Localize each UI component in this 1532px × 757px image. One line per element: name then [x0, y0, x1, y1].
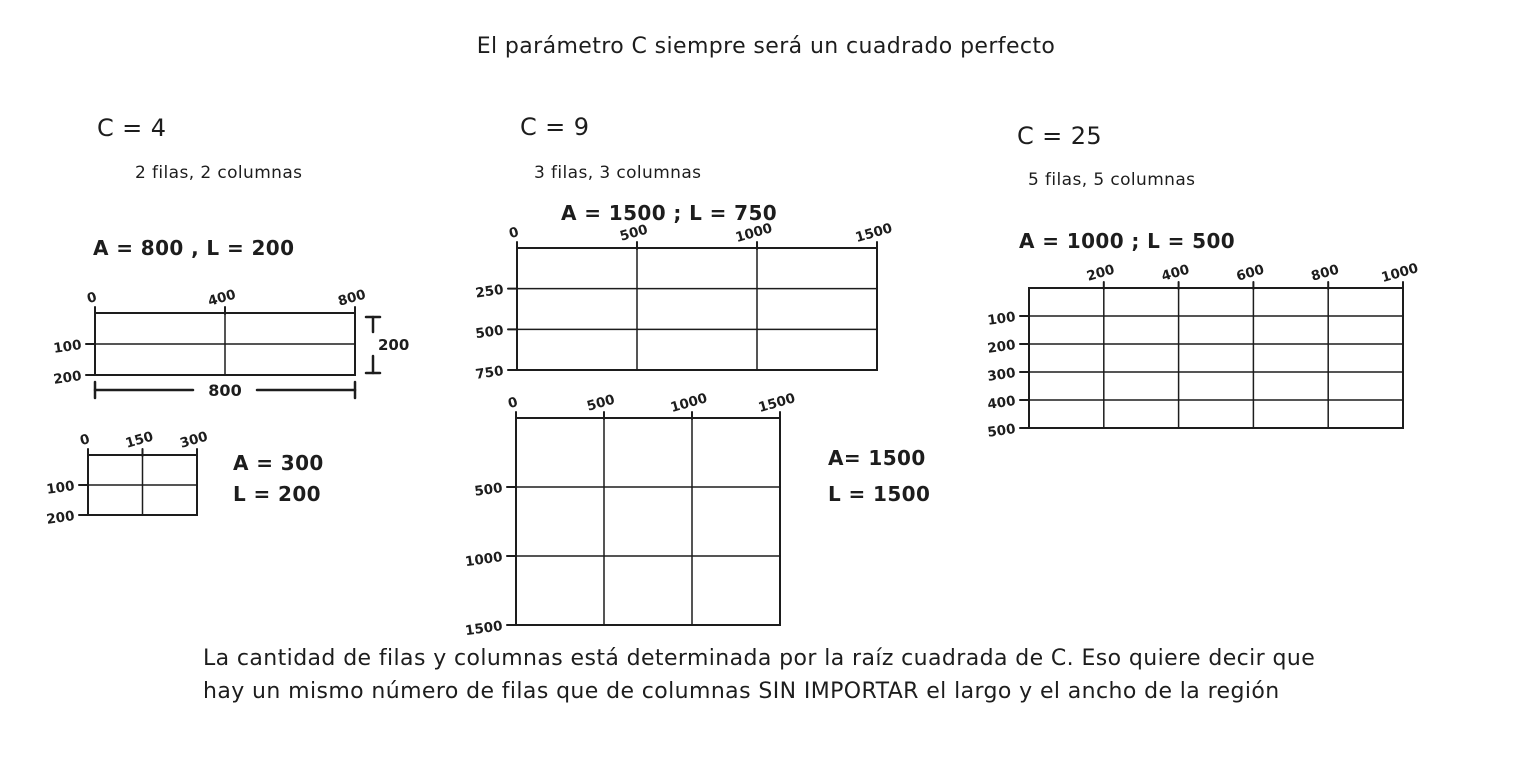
section-c4-subheading: 2 filas, 2 columnas	[135, 163, 303, 183]
svg-text:750: 750	[474, 363, 505, 383]
svg-text:500: 500	[585, 391, 617, 415]
svg-text:800: 800	[336, 286, 368, 310]
svg-text:1000: 1000	[1379, 260, 1421, 287]
svg-text:400: 400	[986, 393, 1017, 413]
section-c9-params: A = 1500 ; L = 750	[561, 201, 778, 225]
svg-text:200: 200	[45, 508, 76, 528]
svg-text:150: 150	[123, 428, 156, 452]
grid-c4-300x200	[43, 425, 217, 535]
svg-text:800: 800	[208, 381, 242, 400]
svg-text:200: 200	[378, 336, 410, 354]
svg-text:250: 250	[474, 281, 505, 302]
svg-text:1500: 1500	[464, 618, 504, 640]
svg-text:0: 0	[506, 394, 520, 413]
svg-text:400: 400	[206, 286, 238, 310]
svg-text:500: 500	[618, 221, 650, 245]
svg-text:1000: 1000	[668, 390, 710, 417]
section-c9-heading: C = 9	[520, 113, 590, 141]
svg-text:200: 200	[1084, 261, 1117, 285]
grid-c9-1500x1500	[464, 388, 840, 648]
page-title: El parámetro C siempre será un cuadrado perfecto	[476, 34, 1056, 59]
svg-text:1500: 1500	[853, 220, 895, 247]
svg-text:100: 100	[986, 309, 1017, 329]
section-c25-params: A = 1000 ; L = 500	[1019, 229, 1236, 253]
big-grid-area-label: A= 1500	[828, 446, 926, 470]
svg-text:200: 200	[986, 337, 1017, 357]
big-grid-note	[828, 440, 930, 512]
svg-text:1500: 1500	[756, 390, 798, 417]
svg-text:100: 100	[45, 478, 76, 498]
section-c4-params: A = 800 , L = 200	[93, 236, 295, 260]
svg-text:1000: 1000	[464, 549, 504, 571]
small-grid-length-label: L = 200	[233, 482, 321, 506]
svg-text:300: 300	[178, 428, 210, 452]
svg-text:500: 500	[473, 480, 504, 500]
big-grid-length-label: L = 1500	[828, 482, 931, 506]
svg-text:1000: 1000	[733, 220, 775, 247]
svg-text:0: 0	[78, 431, 92, 450]
grid-c25-1000x500	[984, 258, 1458, 448]
svg-text:200: 200	[52, 368, 83, 388]
svg-text:100: 100	[52, 337, 83, 357]
section-c4-heading: C = 4	[97, 114, 167, 142]
svg-text:400: 400	[1159, 261, 1192, 285]
svg-text:800: 800	[1309, 261, 1341, 285]
svg-text:300: 300	[986, 365, 1017, 385]
grid-c4-800x200	[50, 283, 430, 428]
footer-line-1: La cantidad de filas y columnas está determinada por la raíz cuadrada de C. Eso quiere decir que	[203, 646, 1316, 671]
section-c25-subheading: 5 filas, 5 columnas	[1028, 170, 1196, 190]
svg-text:0: 0	[507, 224, 521, 243]
section-c9-subheading: 3 filas, 3 columnas	[534, 163, 702, 183]
small-grid-area-label: A = 300	[233, 451, 324, 475]
svg-text:0: 0	[85, 289, 99, 308]
footer-text	[203, 642, 1315, 708]
section-c25-heading: C = 25	[1017, 122, 1103, 150]
small-grid-note	[233, 448, 324, 510]
footer-line-2: hay un mismo número de filas que de columnas SIN IMPORTAR el largo y el ancho de la región	[203, 679, 1280, 704]
svg-text:500: 500	[474, 322, 505, 343]
svg-text:600: 600	[1234, 261, 1267, 285]
svg-text:500: 500	[986, 421, 1017, 441]
grid-c9-1500x750	[472, 218, 922, 390]
